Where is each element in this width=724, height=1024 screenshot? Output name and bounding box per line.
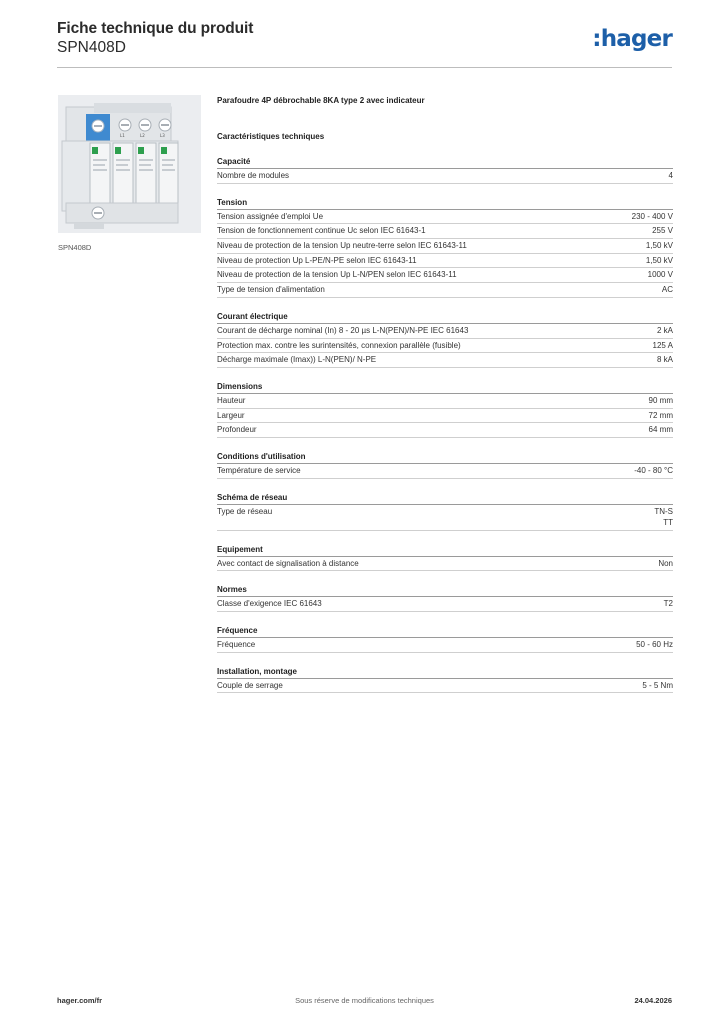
spec-row <box>217 339 673 354</box>
spec-row <box>217 505 673 531</box>
spec-value: 255 V <box>652 226 673 236</box>
spec-value: 50 - 60 Hz <box>636 640 673 649</box>
spec-value: 1000 V <box>647 270 673 280</box>
product-description: Parafoudre 4P débrochable 8KA type 2 avec indicateur <box>217 96 425 105</box>
spec-row <box>217 254 673 269</box>
section-title: Installation, montage <box>217 666 673 679</box>
section-equipement <box>217 544 673 572</box>
spec-row <box>217 283 673 298</box>
spec-row <box>217 268 673 283</box>
spec-value <box>654 505 673 528</box>
spec-value-line: TT <box>663 517 673 527</box>
spec-row <box>217 324 673 339</box>
section-title: Fréquence <box>217 625 673 638</box>
website-link[interactable]: hager.com/fr <box>57 996 103 1005</box>
spec-value: 90 mm <box>648 395 673 405</box>
spec-label: Type de réseau <box>217 506 273 516</box>
page-header <box>57 20 672 66</box>
spec-row <box>217 638 673 653</box>
spec-row <box>217 409 673 424</box>
characteristics-heading: Caractéristiques techniques <box>217 132 325 141</box>
spec-row <box>217 353 673 368</box>
spec-row <box>217 423 673 438</box>
spec-label: Couple de serrage <box>217 680 283 690</box>
spec-label: Classe d'exigence IEC 61643 <box>217 599 322 609</box>
spec-label: Profondeur <box>217 425 257 435</box>
page-title: Fiche technique du produit <box>57 20 254 37</box>
spec-value: 5 - 5 Nm <box>642 680 673 690</box>
spec-value: 72 mm <box>648 410 673 420</box>
spec-label: Tension assignée d'emploi Ue <box>217 211 324 221</box>
spec-value: 1,50 kV <box>645 241 673 251</box>
spec-label: Avec contact de signalisation à distance <box>217 558 359 568</box>
page-footer <box>57 996 672 1010</box>
product-reference: SPN408D <box>57 39 126 56</box>
spec-row <box>217 679 673 694</box>
spec-row <box>217 394 673 409</box>
spec-value: 4 <box>668 171 673 180</box>
spec-label: Largeur <box>217 410 245 420</box>
spec-row <box>217 597 673 612</box>
spec-row <box>217 169 673 184</box>
spec-label: Niveau de protection de la tension Up L-N/PEN selon IEC 61643-11 <box>217 270 457 280</box>
spec-value: 1,50 kV <box>645 255 673 265</box>
section-title: Dimensions <box>217 381 673 394</box>
section-conditions <box>217 451 673 479</box>
spec-value: -40 - 80 °C <box>634 465 673 475</box>
pole-label-l3: L3 <box>160 133 165 138</box>
spec-label: Niveau de protection Up L-PE/N-PE selon IEC 61643-11 <box>217 255 417 265</box>
section-title: Equipement <box>217 544 673 557</box>
spec-label: Protection max. contre les surintensités, connexion parallèle (fusible) <box>217 340 461 350</box>
spec-label: Niveau de protection de la tension Up neutre-terre selon IEC 61643-11 <box>217 241 467 251</box>
spec-value: 230 - 400 V <box>631 211 673 221</box>
spec-row <box>217 224 673 239</box>
spec-value-line: TN-S <box>654 506 673 516</box>
section-courant <box>217 311 673 368</box>
spec-label: Type de tension d'alimentation <box>217 285 325 295</box>
section-title: Courant électrique <box>217 311 673 324</box>
section-title: Schéma de réseau <box>217 492 673 505</box>
section-title: Conditions d'utilisation <box>217 451 673 464</box>
footer-date: 24.04.2026 <box>634 996 672 1005</box>
spec-row <box>217 464 673 479</box>
spec-value: Non <box>658 558 673 568</box>
spec-value: 64 mm <box>648 425 673 435</box>
spec-row <box>217 239 673 254</box>
section-installation <box>217 666 673 694</box>
surge-protector-device-image <box>58 95 201 233</box>
spec-label: Décharge maximale (Imax)) L-N(PEN)/ N-PE <box>217 355 377 365</box>
pole-label-l2: L2 <box>140 133 145 138</box>
spec-label: Température de service <box>217 465 301 475</box>
section-title: Tension <box>217 197 673 210</box>
spec-value: T2 <box>663 599 673 609</box>
spec-row <box>217 210 673 225</box>
spec-label: Courant de décharge nominal (In) 8 - 20 µs L-N(PEN)/N-PE IEC 61643 <box>217 325 469 335</box>
spec-value: 8 kA <box>656 355 673 365</box>
section-normes <box>217 584 673 612</box>
section-title: Normes <box>217 584 673 597</box>
spec-label: Fréquence <box>217 640 256 649</box>
header-divider <box>57 67 672 68</box>
product-details <box>217 95 673 693</box>
spec-value: 125 A <box>652 340 673 350</box>
spec-value: AC <box>661 285 673 295</box>
spec-value: 2 kA <box>656 325 673 335</box>
spec-label: Nombre de modules <box>217 171 290 180</box>
section-tension <box>217 197 673 298</box>
hager-logo[interactable]: :hager <box>592 26 672 52</box>
section-dimensions <box>217 381 673 438</box>
section-frequence <box>217 625 673 653</box>
logo-text: hager <box>600 26 672 52</box>
section-capacite <box>217 156 673 184</box>
image-caption: SPN408D <box>58 243 92 252</box>
spec-row <box>217 557 673 572</box>
footer-notice: Sous réserve de modifications techniques <box>295 996 434 1005</box>
spec-label: Tension de fonctionnement continue Uc selon IEC 61643-1 <box>217 226 426 236</box>
pole-label-l1: L1 <box>120 133 125 138</box>
spec-label: Hauteur <box>217 395 246 405</box>
section-schema-reseau <box>217 492 673 531</box>
section-title: Capacité <box>217 156 673 169</box>
